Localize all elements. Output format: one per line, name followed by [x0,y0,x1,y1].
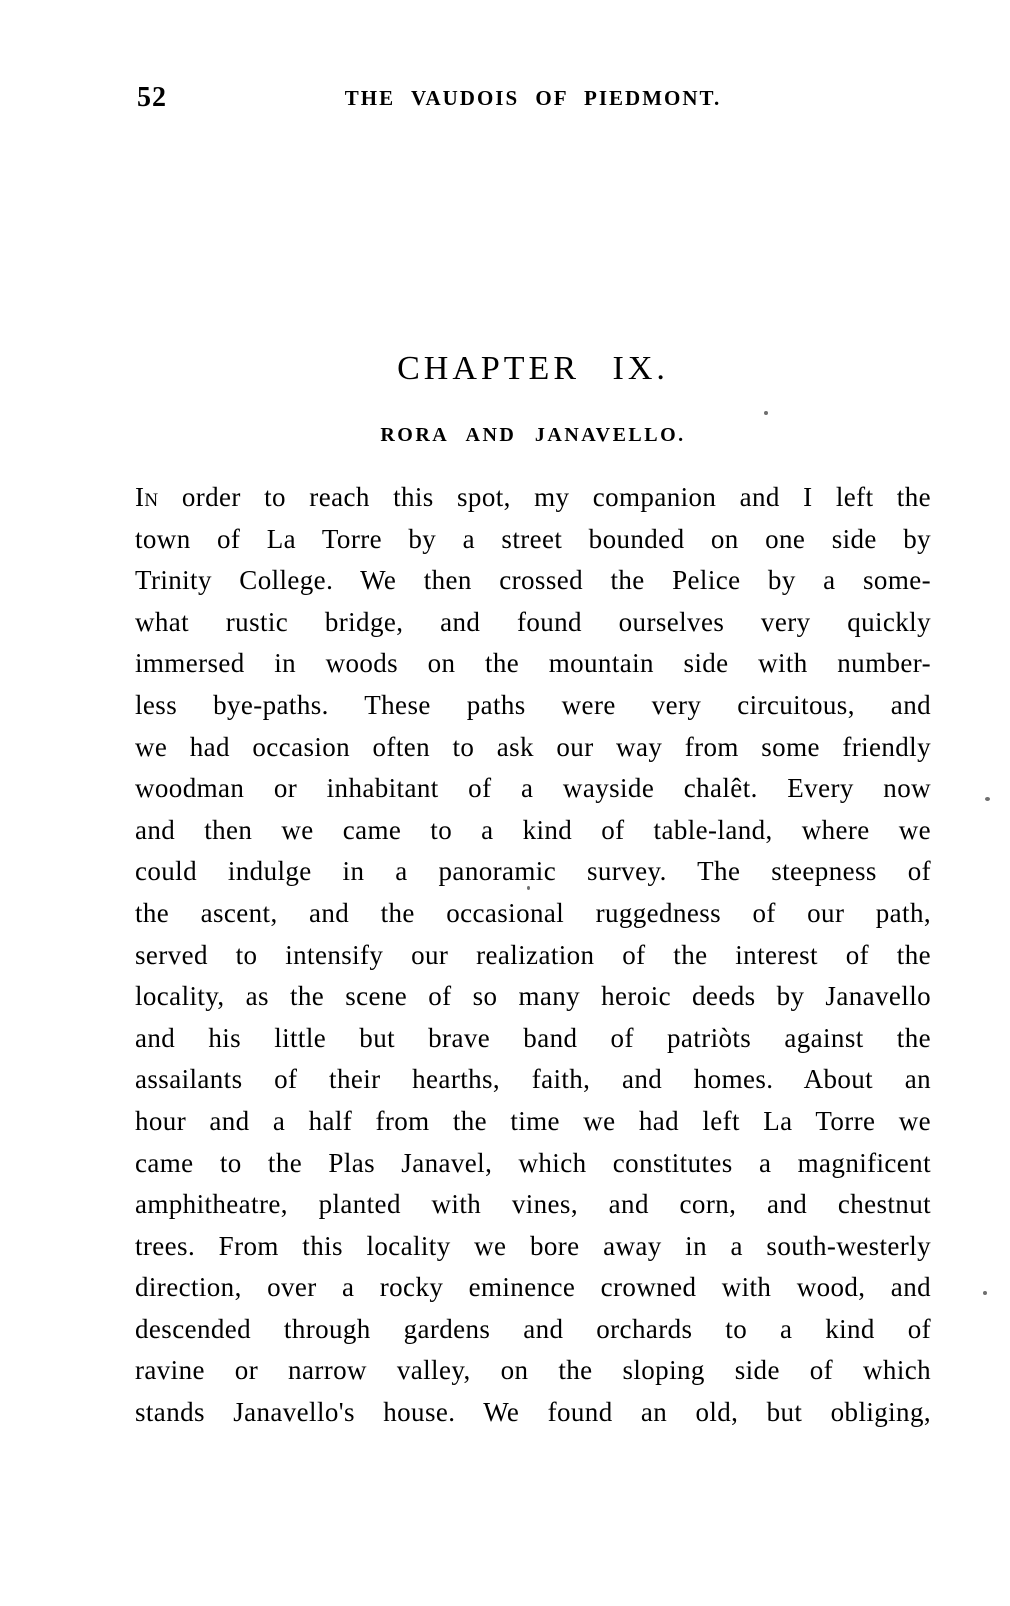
text-line: direction, over a rocky eminence crowned with wood, and [135,1272,931,1303]
text-line: assailants of their hearths, faith, and homes. About an [135,1064,931,1095]
text-line: less bye-paths. These paths were very circuitous, and [135,689,931,720]
body-text [135,477,931,1434]
page-number: 52 [137,82,167,113]
text-line-rest: order to reach this spot, my companion and I left the [181,482,931,512]
text-line: served to intensify our realization of the interest of the [135,939,931,970]
page-header [135,82,931,116]
text-line: immersed in woods on the mountain side with number- [135,648,931,679]
text-line: descended through gardens and orchards to a kind of [135,1313,931,1344]
scan-speck [764,411,768,415]
lead-word: In [135,482,159,512]
text-line: could indulge in a panoramic survey. The steepness of [135,856,931,887]
text-line: and his little but brave band of patriòts against the [135,1022,931,1053]
text-line: amphitheatre, planted with vines, and corn, and chestnut [135,1189,931,1220]
text-line [135,477,931,519]
text-line: hour and a half from the time we had left La Torre we [135,1105,931,1136]
text-line: trees. From this locality we bore away in a south-westerly [135,1230,931,1261]
text-line: ravine or narrow valley, on the sloping side of which [135,1355,931,1386]
text-line: stands Janavello's house. We found an old, but obliging, [135,1397,931,1428]
text-line: town of La Torre by a street bounded on one side by [135,523,931,554]
scan-speck [527,886,530,890]
text-line: Trinity College. We then crossed the Pelice by a some- [135,565,931,596]
text-line: came to the Plas Janavel, which constitutes a magnificent [135,1147,931,1178]
text-line: and then we came to a kind of table-land, where we [135,814,931,845]
running-head: THE VAUDOIS OF PIEDMONT. [344,86,722,110]
text-line: locality, as the scene of so many heroic deeds by Janavello [135,981,931,1012]
text-line: we had occasion often to ask our way from some friendly [135,731,931,762]
scan-speck [983,1291,987,1295]
scan-speck [985,797,990,801]
text-line: woodman or inhabitant of a wayside chalêt. Every now [135,773,931,804]
text-line: what rustic bridge, and found ourselves very quickly [135,606,931,637]
chapter-subtitle: RORA AND JANAVELLO. [380,424,686,446]
text-line: the ascent, and the occasional ruggedness of our path, [135,897,931,928]
chapter-heading: CHAPTER IX. [397,350,669,387]
